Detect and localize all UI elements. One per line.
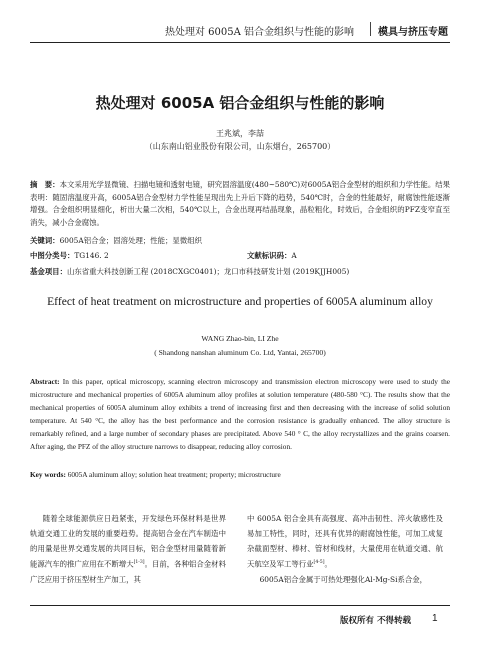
right-paragraph-1 — [247, 512, 443, 573]
cn-abstract-label: 摘 要： — [30, 180, 60, 189]
en-title: Effect of heat treatment on microstructure and properties of 6005A aluminum alloy — [47, 295, 433, 308]
cn-title: 热处理对 6005A 铝合金组织与性能的影响 — [95, 94, 385, 112]
right-paragraph-1-end: 。 — [324, 559, 332, 569]
en-abstract — [30, 376, 450, 453]
en-keywords-text: 6005A aluminum alloy; solution heat treatment; property; microstructure — [65, 470, 281, 479]
clc-value: TG146. 2 — [74, 251, 109, 260]
en-abstract-text: In this paper, optical microscopy, scanning electron microscopy and transmission electron microscopy were used to study the microstructure and mechanical properties of 6005A aluminum alloy profiles at solution temperature (480-580 °C). The results show that the mechanical properties of 6005A aluminum alloy exhibits a trend of increasing first and then decreasing with the increase of solid solution temperature. At 540 °C, the alloy has the best performance and the corrosion resistance is gradually enhanced. The alloy structure is remarkably refined, and a large number of secondary phases are precipitated. Above 540 ° C, the alloy recrystallizes and the grains coarsen. After aging, the PFZ of the alloy structure narrows to disappear, reducing alloy corrosion. — [30, 377, 450, 451]
footer-rule — [30, 605, 450, 606]
cn-affiliation: （山东南山铝业股份有限公司，山东烟台，265700） — [144, 142, 336, 151]
en-keywords-label: Key words: — [30, 470, 66, 479]
fund-project — [30, 266, 450, 279]
right-paragraph-1-text: 中 6005A 铝合金具有高强度、高冲击韧性、淬火敏感性及易加工特性，同时，还具有优异的耐腐蚀性能，可加工成复杂截面型材、棒材、管材和线材，大量使用在轨道交通、航天航空及军工等行业 — [247, 514, 443, 569]
en-abstract-label: Abstract: — [30, 377, 60, 386]
intro-paragraph: 随着全球能源供应日趋紧张，开发绿色环保材料是世界轨道交通工业的发展的重要趋势。提高铝合金在汽车制造中的用量是世界交通发展的共同目标，铝合金型材用量随着新能源汽车的推广应用在不断增大 — [30, 514, 226, 569]
clc-number — [30, 250, 109, 261]
citation-4-5: [4-5] — [313, 560, 325, 566]
running-header — [30, 18, 450, 43]
cn-abstract-text: 本文采用光学显微镜、扫描电镜和透射电镜，研究固溶温度(480~580℃)对6005A铝合金型材的组织和力学性能。结果表明：随固溶温度升高，6005A铝合金型材力学性能呈现出先上升后下降的趋势，540℃时，合金的性能最好，耐腐蚀性能逐渐增强。合金组织明显细化，析出大量二次相，540℃以上，合金出现再结晶现象，晶粒粗化，时效后，合金组织的PFZ变窄直至消失，减小合金腐蚀。 — [30, 180, 450, 227]
fund-label: 基金项目： — [30, 267, 67, 276]
en-authors: WANG Zhao-bin, LI Zhe — [201, 334, 279, 343]
citation-1-3: [1-3] — [133, 560, 145, 566]
section-label: 模具与挤压专题 — [378, 27, 448, 38]
doc-value: A — [291, 251, 297, 260]
cn-keywords-label: 关键词： — [30, 236, 60, 245]
en-affiliation: ( Shandong nanshan aluminum Co. Ltd, Yantai, 265700) — [154, 348, 326, 357]
running-title: 热处理对 6005A 铝合金组织与性能的影响 — [165, 27, 355, 38]
doc-label: 文献标识码： — [247, 251, 292, 260]
cn-keywords — [30, 235, 450, 248]
body-right-column — [247, 512, 443, 587]
body-left-column — [30, 512, 226, 587]
page-number: 1 — [432, 613, 438, 624]
intro-paragraph-cont: 。目前，各种铝合金材料广泛应用于挤压型材生产加工，其 — [30, 559, 226, 584]
right-paragraph-2: 6005A铝合金属于可热处理强化Al-Mg-Si系合金， — [259, 574, 428, 584]
header-divider — [370, 22, 371, 36]
cn-keywords-text: 6005A铝合金；固溶处理；性能；显微组织 — [59, 236, 202, 245]
copyright-notice: 版权所有 不得转载 — [340, 616, 411, 626]
document-code — [247, 250, 297, 261]
en-keywords — [30, 469, 450, 482]
cn-abstract — [30, 179, 450, 229]
clc-label: 中图分类号： — [30, 251, 75, 260]
cn-authors: 王兆斌，李喆 — [216, 129, 264, 138]
fund-text: 山东省重大科技创新工程 (2018CXGC0401)；龙口市科技研发计划 (2019KJJH005) — [66, 267, 350, 276]
